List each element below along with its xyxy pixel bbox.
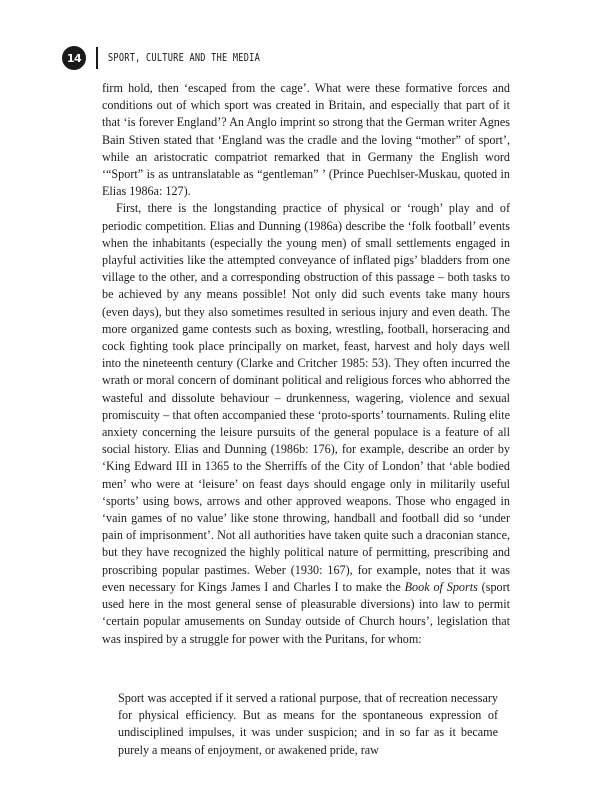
header-divider xyxy=(96,47,98,69)
page-number: 14 xyxy=(62,46,86,70)
quote-text: Sport was accepted if it served a rational purpose, that of recreation necessary for physical efficiency. But as means for the spontaneous expression of undisciplined impulses, it was under suspicion; and in so far as it became purely a means of enjoyment, or awakened pride, raw xyxy=(118,691,498,757)
paragraph-1: firm hold, then ‘escaped from the cage’. What were these formative forces and conditions out of which sport was created in Britain, and especially that part of it that ‘is forever England’? An Anglo imprint so strong that the German writer Agnes Bain Stiven stated that ‘England was the cradle and the loving “mother” of sport’, while an aristocratic compatriot remarked that in Germany the English word ‘“Sport” is as untranslatable as “gentleman” ’ (Prince Puechlser-Muskau, quoted in Elias 1986a: 127). xyxy=(102,81,510,199)
block-quote xyxy=(118,690,498,759)
book-title: Book of Sports xyxy=(404,579,478,594)
running-head-title: SPORT, CULTURE AND THE MEDIA xyxy=(108,52,261,64)
running-header xyxy=(62,46,293,70)
paragraph-2-text-end: (sport used here in the most general sense of pleasurable diversions) into law to permit ‘certain popular amusements on Sunday outside of Church hours’, legislation that was inspired by a struggle for power with the Puritans, for whom: xyxy=(102,579,511,646)
paragraph-2 xyxy=(102,200,510,647)
paragraph-2-text: First, there is the longstanding practice of physical or ‘rough’ play and of periodic competition. Elias and Dunning (1986a) describe the ‘folk football’ events when the inhabitants (especially the young men) of small settlements engaged in playful activities like the attempted conveyance of inflated pigs’ bladders from one village to the other, and a corresponding obstruction of this passage – both tasks to be achieved by any means possible! Not only did such events take many hours (even days), but they also sometimes resulted in serious injury and even death. The more organized game contests such as boxing, wrestling, football, horseracing and cock fighting took place principally on market, feast, harvest and holy days well into the nineteenth century (Clarke and Critcher 1985: 53). They often incurred the wrath or moral concern of dominant political and religious forces who abhorred the wasteful and dissolute behaviour – drunkenness, wagering, violence and sexual promiscuity – that often accompanied these ‘proto-sports’ tournaments. Ruling elite anxiety concerning the leisure pursuits of the general populace is a feature of all social history. Elias and Dunning (1986b: 176), for example, describe an order by ‘King Edward III in 1365 to the Sherriffs of the City of London’ that ‘able bodied men’ who were at ‘leisure’ on feast days should engage only in militarily useful ‘sports’ using bows, arrows and other approved weapons. Those who engaged in ‘vain games of no value’ like stone throwing, handball and football did so ‘under pain of imprisonment’. Not all authorities have taken quite such a draconian stance, but they have recognized the highly political nature of permitting, prescribing and proscribing popular pastimes. Weber (1930: 167), for example, notes that it was even necessary for Kings James I and Charles I to make the xyxy=(102,201,510,594)
main-text xyxy=(102,80,510,648)
